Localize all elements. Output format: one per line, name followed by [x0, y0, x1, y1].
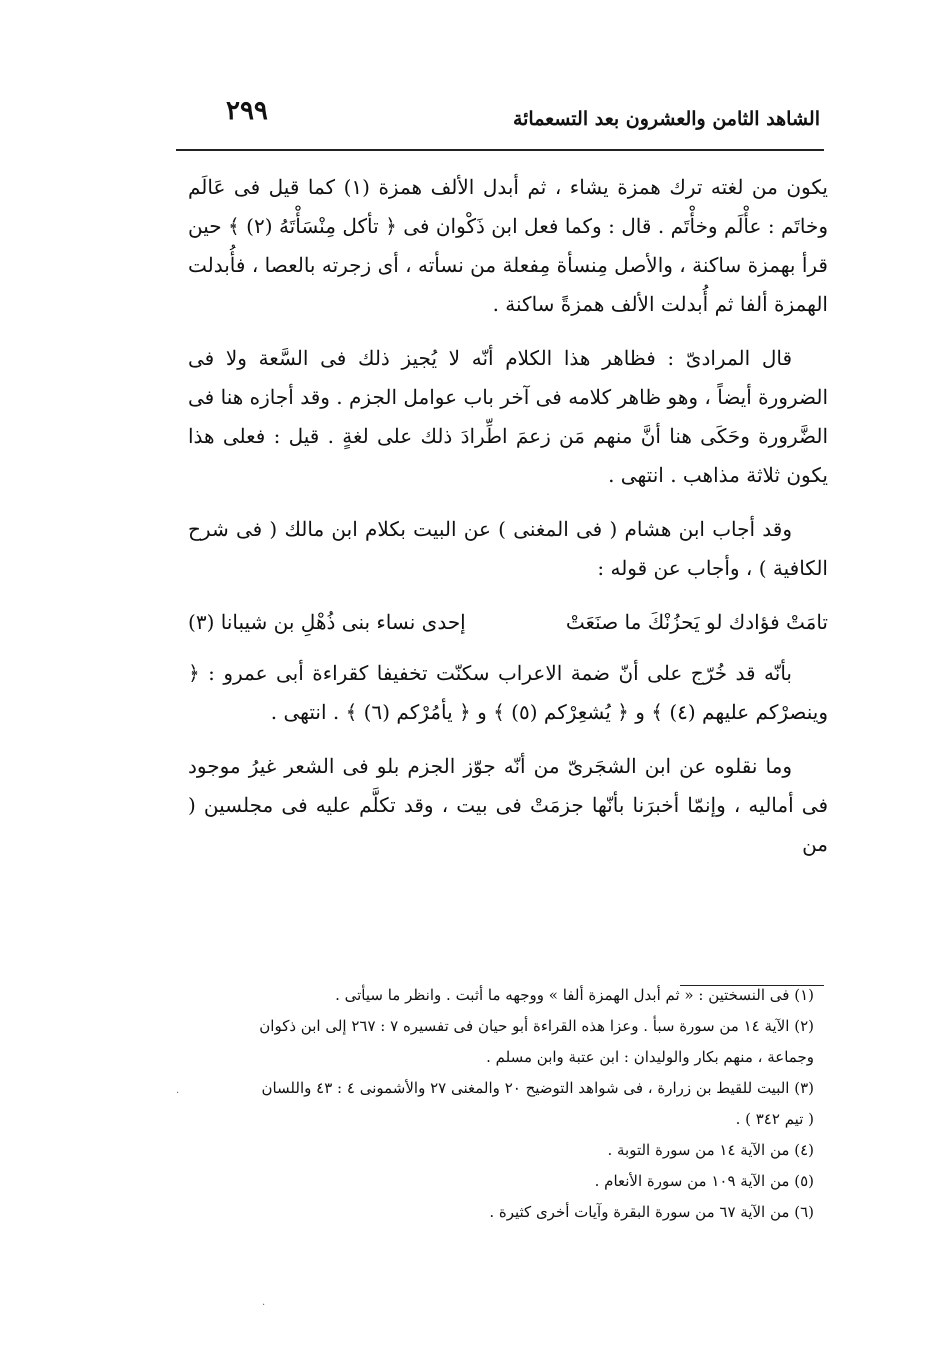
paragraph-1: يكون من لغته ترك همزة يشاء ، ثم أبدل الألف همزة (١) كما قيل فى عَالَم وخاتَم : عأْلَم وخأْتَم . قال : وكما فعل ابن ذَكْوان فى ﴿ تأكل مِنْسَأْتَهُ (٢) ﴾ حين قرأ بهمزة ساكنة ، والأصل مِنسأة مِفعلة من نسأته ، أى زجرته بالعصا ، فأُبدلت الهمزة ألفا ثم أُبدلت الألف همزةً ساكنة . [188, 175, 828, 316]
paragraph-4: بأنّه قد خُرّج على أنّ ضمة الاعراب سكنّت تخفيفا كقراءة أبى عمرو : ﴿ وينصرْكم عليهم (٤) ﴾ و ﴿ يُشعِرْكم (٥) ﴾ و ﴿ يأمُرْكم (٦) ﴾ . انتهى . [188, 661, 828, 724]
footnote-2-continuation: وجماعة ، منهم بكار والوليدان : ابن عتبة وابن مسلم . [486, 1048, 814, 1066]
running-head: الشاهد الثامن والعشرون بعد التسعمائة [512, 108, 820, 130]
footnotes [190, 980, 814, 1228]
page-number: ٢٩٩ [226, 96, 268, 126]
scan-speck: · [262, 1300, 266, 1311]
header-rule [176, 149, 824, 151]
scan-speck: · [176, 1088, 180, 1099]
footnote-2: (٢) الآية ١٤ من سورة سبأ . وعزا هذه القراءة أبو حيان فى تفسيره ٧ : ٢٦٧ إلى ابن ذكوان [259, 1017, 814, 1035]
paragraph-3: وقد أجاب ابن هشام ( فى المغنى ) عن البيت بكلام ابن مالك ( فى شرح الكافية ) ، وأجاب عن قوله : [188, 517, 828, 580]
footnote-3-continuation: ( تيم ٣٤٢ ) . [735, 1110, 814, 1128]
paragraph-5: وما نقلوه عن ابن الشجَرىّ من أنّه جوّز الجزم بلو فى الشعر غيرُ موجود فى أماليه ، وإنمّا أخبرَنا بأنّها جزمَتْ فى بيت ، وقد تكلَّم عليه فى مجلسين ( من [188, 754, 828, 856]
footnote-4: (٤) من الآية ١٤ من سورة التوبة . [607, 1141, 814, 1159]
paragraph-2: قال المرادىّ : فظاهر هذا الكلام أنّه لا يُجيز ذلك فى السَّعة ولا فى الضرورة أيضاً ، وهو ظاهر كلامه فى آخر باب عوامل الجزم . وقد أجازه هنا فى الضَّرورة وحَكَى هنا أنَّ منهم مَن زعمَ اطِّرادَ ذلك على لغةٍ . قيل : فعلى هذا يكون ثلاثة مذاهب . انتهى . [188, 346, 828, 487]
verse-second-hemistich: إحدى نساء بنى ذُهْلِ بن شيبانا (٣) [188, 610, 466, 634]
footnote-1: (١) فى النسختين : « ثم أبدل الهمزة ألفا » ووجهه ما أثبت . وانظر ما سيأتى . [335, 986, 814, 1004]
verse-first-hemistich: تامَتْ فؤادك لو يَحزُنْكَ ما صنَعَتْ [565, 610, 828, 634]
footnote-3: (٣) البيت للقيط بن زرارة ، فى شواهد التوضيح ٢٠ والمغنى ٢٧ والأشمونى ٤ : ٤٣ واللسان [261, 1079, 814, 1097]
footnote-5: (٥) من الآية ١٠٩ من سورة الأنعام . [594, 1172, 814, 1190]
main-text [188, 168, 828, 879]
footnote-6: (٦) من الآية ٦٧ من سورة البقرة وآيات أخرى كثيرة . [489, 1203, 814, 1221]
poetry-verse [188, 603, 828, 642]
